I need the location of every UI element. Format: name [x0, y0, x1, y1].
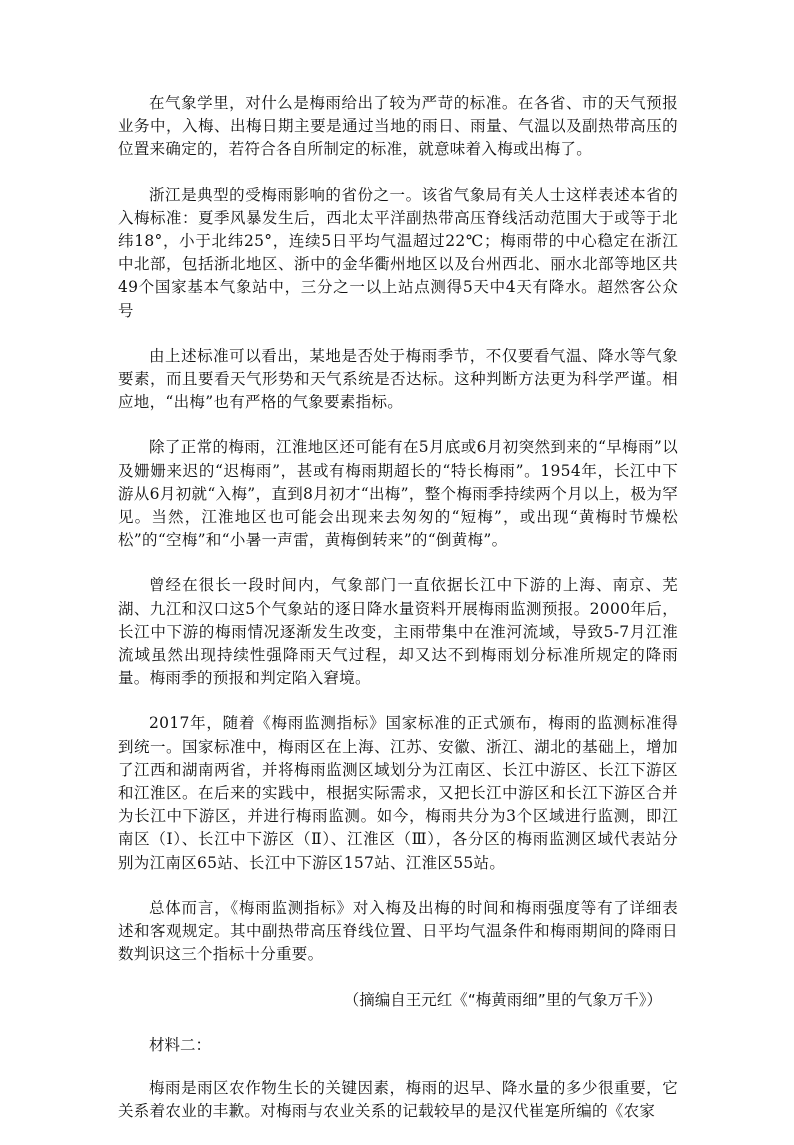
paragraph-6: 2017年，随着《梅雨监测指标》国家标准的正式颁布，梅雨的监测标准得到统一。国家标准中，梅雨区在上海、江苏、安徽、浙江、湖北的基础上，增加了江西和湖南两省，并将梅雨监测区域划分为江南区、长江中游区、长江下游区和江淮区。在后来的实践中，根据实际需求，又把长江中游区和长江下游区合并为长江中下游区，并进行梅雨监测。如今，梅雨共分为3个区域进行监测，即江南区（Ⅰ）、长江中下游区（Ⅱ）、江淮区（Ⅲ），各分区的梅雨监测区域代表站分别为江南区65站、长江中下游区157站、江淮区55站。: [118, 714, 678, 872]
material-2-paragraph: 梅雨是雨区农作物生长的关键因素，梅雨的迟早、降水量的多少很重要，它关系着农业的丰歉。对梅雨与农业关系的记载较早的是汉代崔寔所编的《农家: [118, 1078, 678, 1120]
paragraph-7: 总体而言，《梅雨监测指标》对入梅及出梅的时间和梅雨强度等有了详细表述和客观规定。其中副热带高压脊线位置、日平均气温条件和梅雨期间的降雨日数判识这三个指标十分重要。: [118, 898, 678, 964]
material-2-heading: 材料二：: [149, 1035, 212, 1054]
paragraph-3: 由上述标准可以看出，某地是否处于梅雨季节，不仅要看气温、降水等气象要素，而且要看天气形势和天气系统是否达标。这种判断方法更为科学严谨。相应地，“出梅”也有严格的气象要素指标。: [118, 346, 678, 412]
paragraph-4: 除了正常的梅雨，江淮地区还可能有在5月底或6月初突然到来的“早梅雨”以及姗姗来迟的“迟梅雨”，甚或有梅雨期超长的“特长梅雨”。1954年，长江中下游从6月初就“入梅”，直到8月初才“出梅”，整个梅雨季持续两个月以上，极为罕见。当然，江淮地区也可能会出现来去匆匆的“短梅”，或出现“黄梅时节燥松松”的“空梅”和“小暑一声雷，黄梅倒转来”的“倒黄梅”。: [118, 438, 678, 550]
source-citation: （摘编自王元红《“梅黄雨细”里的气象万千》）: [343, 990, 662, 1009]
paragraph-2: 浙江是典型的受梅雨影响的省份之一。该省气象局有关人士这样表述本省的入梅标准：夏季风暴发生后，西北太平洋副热带高压脊线活动范围大于或等于北纬18°，小于北纬25°，连续5日平均气温超过22℃；梅雨带的中心稳定在浙江中北部，包括浙北地区、浙中的金华衢州地区以及台州西北、丽水北部等地区共49个国家基本气象站中，三分之一以上站点测得5天中4天有降水。超然客公众号: [118, 185, 678, 320]
document-page: [118, 92, 678, 1145]
paragraph-5: 曾经在很长一段时间内，气象部门一直依据长江中下游的上海、南京、芜湖、九江和汉口这5个气象站的逐日降水量资料开展梅雨监测预报。2000年后，长江中下游的梅雨情况逐渐发生改变，主雨带集中在淮河流域，导致5-7月江淮流域虽然出现持续性强降雨天气过程，却又达不到梅雨划分标准所规定的降雨量。梅雨季的预报和判定陷入窘境。: [118, 576, 678, 688]
paragraph-1: 在气象学里，对什么是梅雨给出了较为严苛的标准。在各省、市的天气预报业务中，入梅、出梅日期主要是通过当地的雨日、雨量、气温以及副热带高压的位置来确定的，若符合各自所制定的标准，就意味着入梅或出梅了。: [118, 94, 678, 159]
